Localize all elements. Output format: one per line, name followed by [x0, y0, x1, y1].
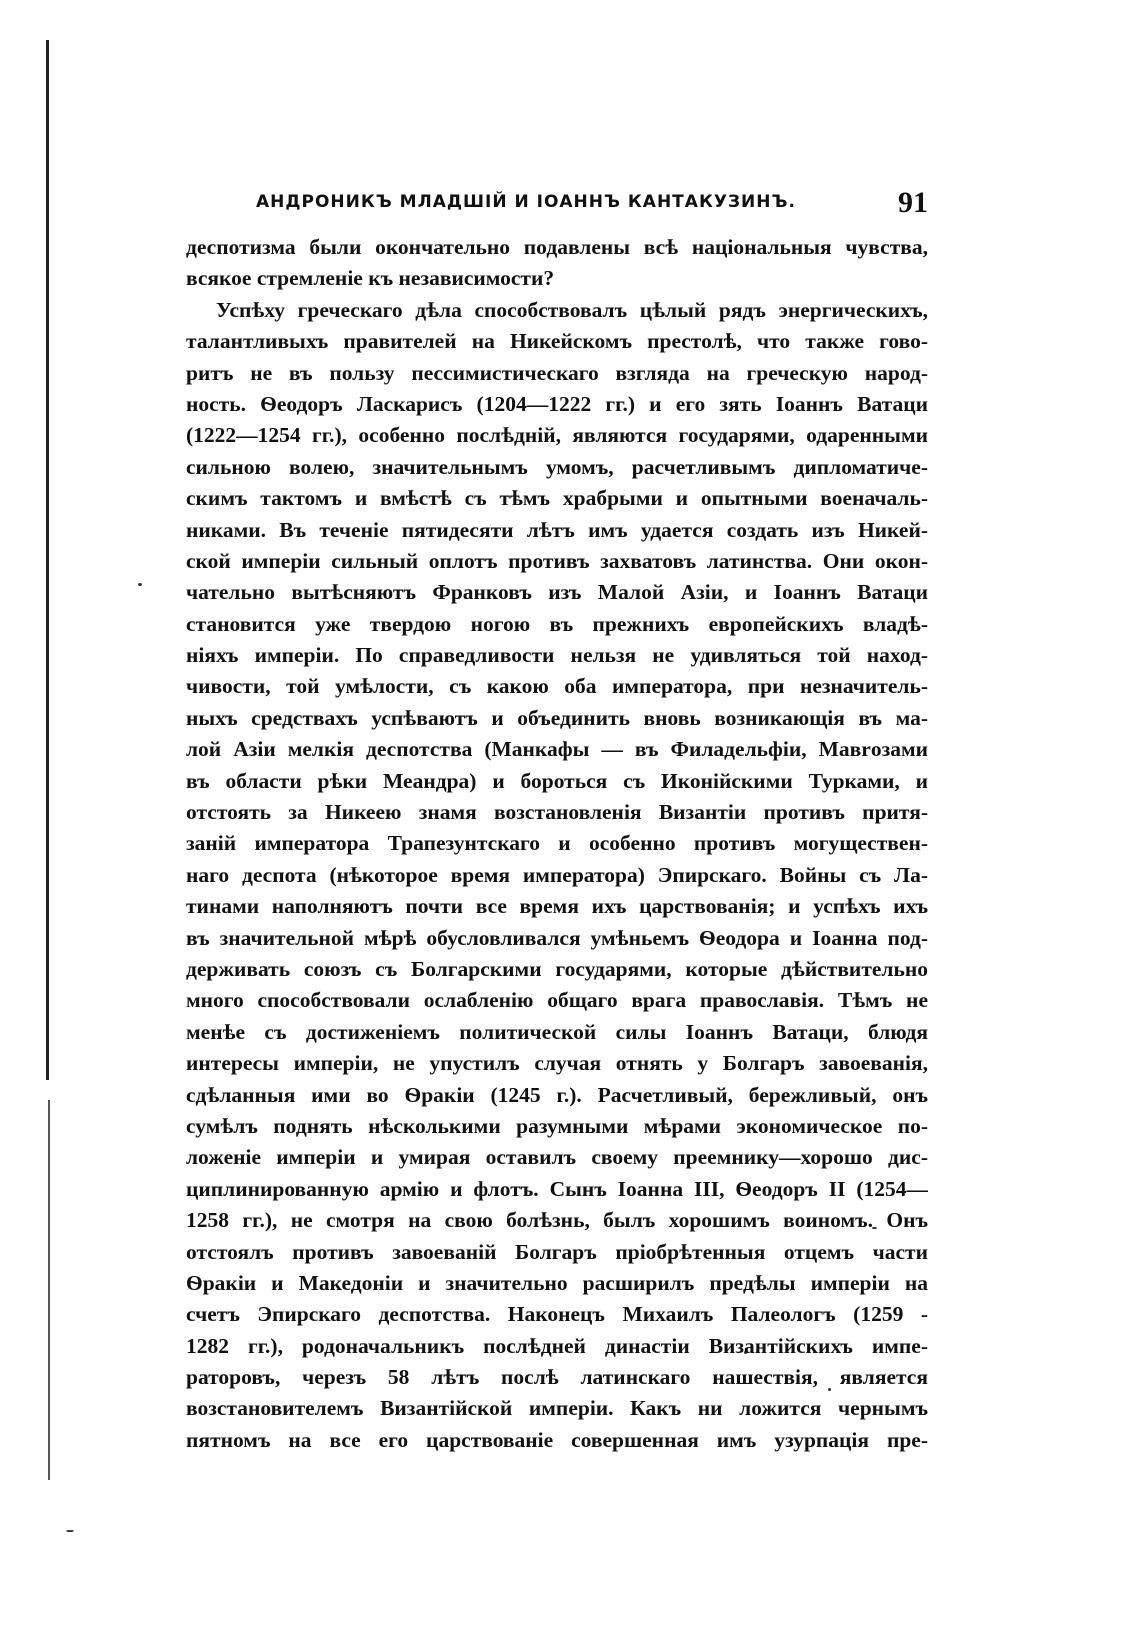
page-header	[186, 186, 928, 222]
text-line: становится уже твердою ногою въ прежнихъ европейскихъ владѣ-	[186, 611, 928, 636]
text-line: заній императора Трапезунтскаго и особенно противъ могуществен-	[186, 831, 928, 856]
text-line: ныхъ средствахъ успѣваютъ и объединить вновь возникающія въ ма-	[186, 705, 928, 730]
text-line: много способствовали ослабленію общаго врага православія. Тѣмъ не	[186, 988, 928, 1013]
text-line: (1222—1254 гг.), особенно послѣдній, являются государями, одаренными	[186, 423, 928, 448]
text-line: счетъ Эпирскаго деспотства. Наконецъ Михаилъ Палеологъ (1259 -	[186, 1302, 928, 1327]
text-line: никами. Въ теченіе пятидесяти лѣтъ имъ удается создать изъ Никей-	[186, 517, 928, 542]
text-line: отстоять за Никеею знамя возстановленія Византіи противъ притя-	[186, 800, 928, 825]
text-line: держивать союзъ съ Болгарскими государями, которые дѣйствительно	[186, 956, 928, 981]
text-line: раторовъ, черезъ 58 лѣтъ послѣ латинскаго нашествія, является	[186, 1365, 928, 1390]
text-line: интересы имперіи, не упустилъ случая отнять у Болгаръ завоеванія,	[186, 1051, 928, 1076]
text-line: ритъ не въ пользу пессимистическаго взгляда на греческую народ-	[186, 360, 928, 385]
text-line: лой Азіи мелкія деспотства (Манкафы — въ Филадельфіи, Мавrозами	[186, 737, 928, 762]
page-number: 91	[898, 186, 928, 219]
text-line: ность. Ѳеодоръ Ласкарисъ (1204—1222 гг.) и его зять Іоаннъ Ватаци	[186, 391, 928, 416]
text-line: 1258 гг.), не смотря на свою болѣзнь, былъ хорошимъ воиномъ. Онъ	[186, 1208, 928, 1233]
text-line: ской имперіи сильный оплотъ противъ захватовъ латинства. Они окон-	[186, 548, 928, 573]
body-text	[186, 232, 928, 1456]
text-line: возстановителемъ Византійской имперіи. Какъ ни ложится чернымъ	[186, 1396, 928, 1421]
text-line: деспотизма были окончательно подавлены всѣ національныя чувства,	[186, 235, 928, 259]
text-line: въ области рѣки Меандра) и бороться съ Иконійскими Турками, и	[186, 768, 928, 793]
text-line: сдѣланныя ими во Ѳракіи (1245 г.). Расчетливый, бережливый, онъ	[186, 1082, 928, 1107]
text-line: чивости, той умѣлости, съ какою оба императора, при незначитель-	[186, 674, 928, 699]
running-head: АНДРОНИКЪ МЛАДШІЙ И ІОАННЪ КАНТАКУЗИНЪ.	[256, 192, 796, 212]
text-line: Ѳракіи и Македоніи и значительно расширилъ предѣлы имперіи на	[186, 1270, 928, 1295]
text-line: въ значительной мѣрѣ обусловливался умѣньемъ Ѳеодора и Іоанна под-	[186, 925, 928, 950]
binding-edge-shadow	[46, 40, 49, 1080]
binding-edge-shadow-lower	[48, 1100, 50, 1480]
text-line: сумѣлъ поднять нѣсколькими разумными мѣрами экономическое по-	[186, 1113, 928, 1138]
text-line: наго деспота (нѣкоторое время императора) Эпирскаго. Войны съ Ла-	[186, 862, 928, 887]
ink-speck	[66, 1530, 74, 1532]
text-line: ніяхъ имперіи. По справедливости нельзя не удивляться той наход-	[186, 643, 928, 668]
text-line: пятномъ на все его царствованіе совершенная имъ узурпація пре-	[186, 1427, 928, 1452]
text-line: менѣе съ достиженіемъ политической силы Іоаннъ Ватаци, блюдя	[186, 1019, 928, 1044]
text-line: циплинированную армію и флотъ. Сынъ Іоанна III, Ѳеодоръ II (1254—	[186, 1176, 928, 1201]
text-line: тинами наполняютъ почти все время ихъ царствованія; и успѣхъ ихъ	[186, 894, 928, 919]
text-line: талантливыхъ правителей на Никейскомъ престолѣ, что также гово-	[186, 329, 928, 354]
text-line: отстоялъ противъ завоеваній Болгаръ пріобрѣтенныя отцемъ части	[186, 1239, 928, 1264]
text-line: сильною волею, значительнымъ умомъ, расчетливымъ дипломатиче-	[186, 454, 928, 479]
text-line: ложеніе имперіи и умирая оставилъ своему преемнику—хорошо дис-	[186, 1145, 928, 1170]
text-line: Успѣху греческаго дѣла способствовалъ цѣлый рядъ энергическихъ,	[216, 297, 928, 322]
text-line: чательно вытѣсняютъ Франковъ изъ Малой Азіи, и Іоаннъ Ватаци	[186, 580, 928, 605]
text-line: всякое стремленіе къ независимости?	[186, 266, 555, 291]
text-line: 1282 гг.), родоначальникъ послѣдней династіи Византійскихъ импе-	[186, 1333, 928, 1358]
ink-speck	[138, 583, 142, 586]
text-line: скимъ тактомъ и вмѣстѣ съ тѣмъ храбрыми и опытными военачаль-	[186, 486, 928, 511]
